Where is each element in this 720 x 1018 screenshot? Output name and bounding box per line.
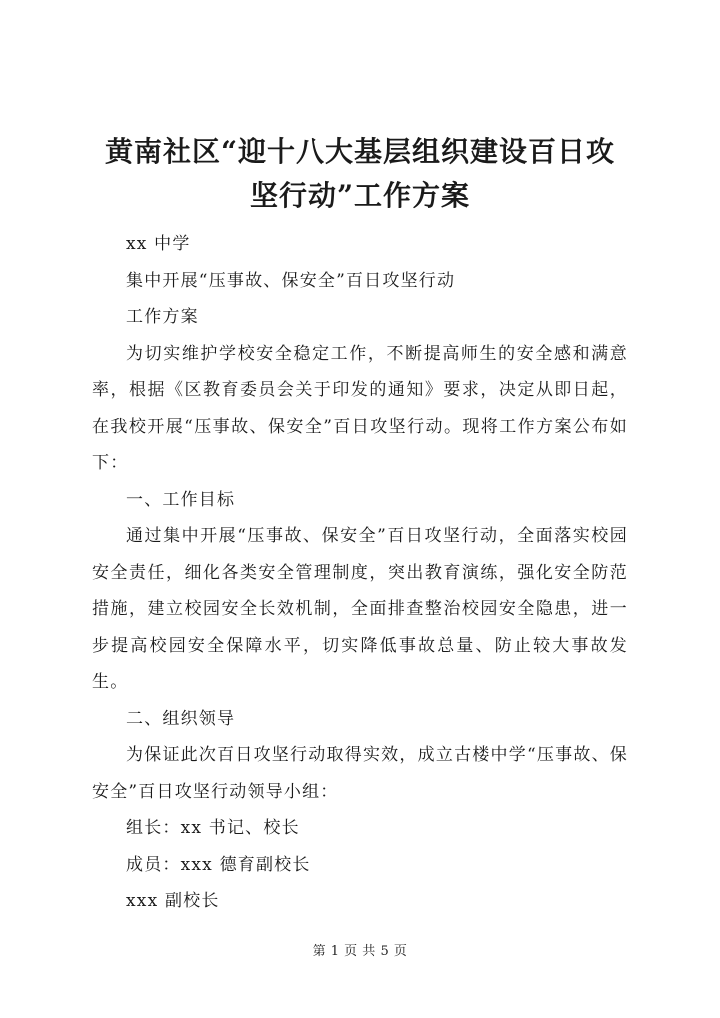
page-number-footer: 第 1 页 共 5 页 bbox=[312, 944, 408, 959]
section-heading-goals: 一、工作目标 bbox=[126, 489, 236, 510]
plan-label: 工作方案 bbox=[126, 307, 199, 327]
team-member: 成员：xxx 德育副校长 bbox=[126, 854, 311, 875]
intro-paragraph: 为切实维护学校安全稳定工作，不断提高师生的安全感和满意率，根据《区教育委员会关于印发的通知》要求，决定从即日起，在我校开展“压事故、保安全”百日攻坚行动。现将工作方案公布如下： bbox=[92, 343, 628, 473]
document-body bbox=[92, 226, 628, 920]
action-name: 集中开展“压事故、保安全”百日攻坚行动 bbox=[126, 270, 456, 291]
team-member: xxx 副校长 bbox=[126, 891, 220, 911]
team-leader: 组长：xx 书记、校长 bbox=[126, 818, 300, 838]
organization-paragraph: 为保证此次百日攻坚行动取得实效，成立古楼中学“压事故、保安全”百日攻坚行动领导小组： bbox=[92, 745, 628, 802]
document-title: 黄南社区“迎十八大基层组织建设百日攻坚行动”工作方案 bbox=[104, 135, 616, 212]
goals-paragraph: 通过集中开展“压事故、保安全”百日攻坚行动，全面落实校园安全责任，细化各类安全管理制度，突出教育演练，强化安全防范措施，建立校园安全长效机制，全面排查整治校园安全隐患，进一步提高校园安全保障水平，切实降低事故总量、防止较大事故发生。 bbox=[92, 526, 628, 692]
school-name: xx 中学 bbox=[126, 234, 191, 254]
section-heading-organization: 二、组织领导 bbox=[126, 708, 236, 729]
